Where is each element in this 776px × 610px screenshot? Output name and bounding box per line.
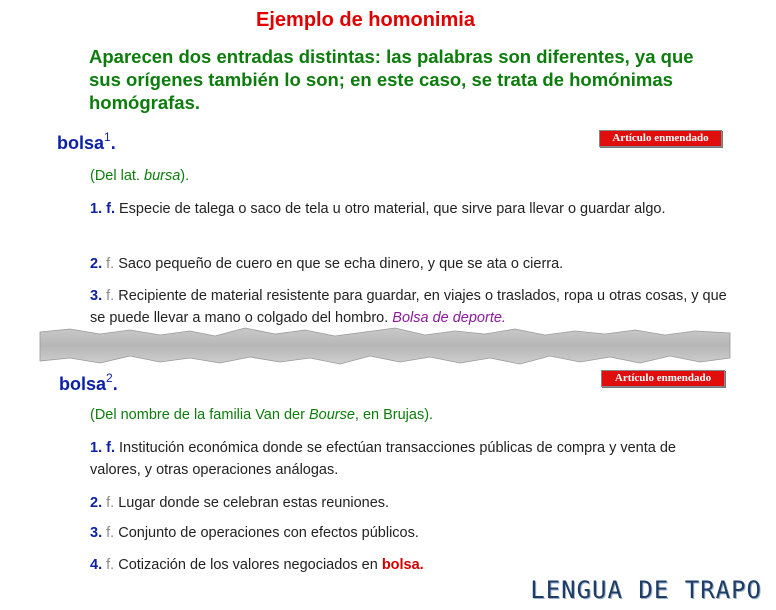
entry-2-sense-2: 2. f. Lugar donde se celebran estas reuniones.: [90, 495, 390, 511]
torn-paper-divider: [0, 322, 776, 370]
entry-2-highlight-word: bolsa.: [381, 557, 424, 573]
entry-1-sense-2: 2. f. Saco pequeño de cuero en que se echa dinero, y que se ata o cierra.: [90, 256, 564, 272]
entry-1-etymology: (Del lat. bursa).: [90, 168, 190, 184]
entry-2-headword: [59, 372, 118, 395]
entry-1-amended-badge[interactable]: Artículo enmendado: [599, 130, 722, 147]
entry-2-sense-3: 3. f. Conjunto de operaciones con efectos públicos.: [90, 525, 419, 541]
entry-1-headword: [57, 131, 116, 154]
entry-1-superscript: 1: [104, 130, 111, 144]
entry-1-example: Bolsa de deporte.: [392, 310, 506, 326]
entry-1-sense-3: 3. f. Recipiente de material resistente para guardar, en viajes o traslados, ropa u otras cosas, y que se puede llevar a mano o colgado del hombro. Bolsa de deporte.: [90, 288, 727, 326]
intro-text: Aparecen dos entradas distintas: las palabras son diferentes, ya que sus orígenes también lo son; en este caso, se trata de homónimas homógrafas.: [89, 46, 694, 113]
entry-2-sense-1: 1. f. Institución económica donde se efectúan transacciones públicas de compra y venta de valores, y otras operaciones análogas.: [90, 440, 676, 478]
entry-1-sense-1: 1. f. Especie de talega o saco de tela u otro material, que sirve para llevar o guardar algo.: [90, 201, 666, 217]
entry-1-dot: .: [110, 133, 116, 153]
entry-2-sense-4: 4. f. Cotización de los valores negociados en bolsa.: [90, 557, 424, 573]
brand-logo: LENGUA DE TRAPO: [530, 576, 762, 604]
entry-2-superscript: 2: [106, 371, 113, 385]
entry-2-etymology: (Del nombre de la familia Van der Bourse, en Brujas).: [90, 407, 434, 423]
entry-2-word: bolsa: [59, 374, 107, 394]
entry-2-dot: .: [112, 374, 118, 394]
entry-2-amended-badge[interactable]: Artículo enmendado: [601, 370, 725, 387]
entry-1-word: bolsa: [57, 133, 105, 153]
page-title: Ejemplo de homonimia: [256, 9, 475, 31]
